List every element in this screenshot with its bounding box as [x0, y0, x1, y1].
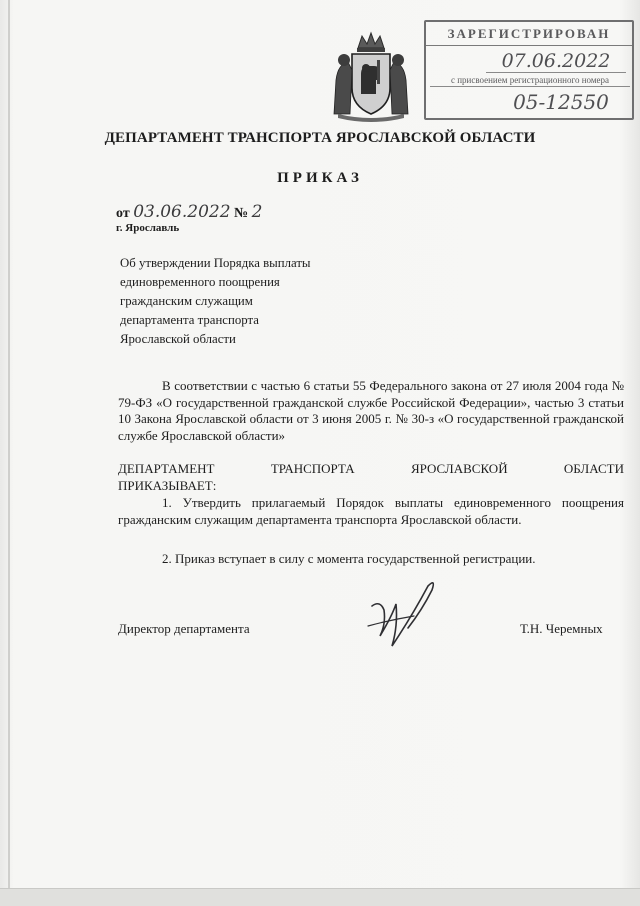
document-type-title: ПРИКАЗ — [277, 170, 363, 186]
number-label: № — [234, 206, 249, 221]
order-subject — [120, 254, 380, 349]
order-item-1: 1. Утвердить прилагаемый Порядок выплаты единовременного поощрения гражданским служащим департамента транспорта Ярославской области. — [118, 495, 624, 527]
decree-word: ТРАНСПОРТА — [270, 461, 355, 476]
subject-line: Ярославской области — [120, 332, 236, 346]
order-number: 2 — [251, 202, 263, 222]
coat-of-arms-icon — [330, 30, 412, 122]
decree-verb: ПРИКАЗЫВАЕТ: — [118, 478, 217, 493]
subject-line: гражданским служащим — [120, 294, 253, 308]
order-date-line — [116, 202, 262, 222]
subject-line: департамента транспорта — [120, 313, 259, 327]
order-item-2: 2. Приказ вступает в силу с момента государственной регистрации. — [162, 551, 536, 566]
signatory-position: Директор департамента — [118, 621, 250, 636]
decree-word: ОБЛАСТИ — [563, 461, 624, 476]
registration-stamp — [424, 20, 634, 120]
decree-line — [118, 461, 624, 477]
preamble-paragraph: В соответствии с частью 6 статьи 55 Федерального закона от 27 июля 2004 года № 79-ФЗ «О государственной гражданской службе Российской Федерации», частью 3 статьи 10 Закона Ярославской области от 3 июня 2005 г. № 30-з «О государственной гражданской службе Ярославской области» — [118, 378, 624, 443]
scan-bottom-edge — [0, 888, 640, 906]
signatory-name: Т.Н. Черемных — [520, 621, 603, 636]
stamp-registration-number: 05-12550 — [513, 90, 609, 114]
subject-line: единовременного поощрения — [120, 275, 280, 289]
stamp-date: 07.06.2022 — [486, 50, 626, 73]
city-label: г. Ярославль — [116, 222, 180, 234]
handwritten-signature — [362, 576, 448, 656]
department-heading: ДЕПАРТАМЕНТ ТРАНСПОРТА ЯРОСЛАВСКОЙ ОБЛАСТИ — [104, 130, 536, 146]
decree-word: ДЕПАРТАМЕНТ — [118, 461, 215, 476]
from-label: от — [116, 206, 130, 221]
order-date: 03.06.2022 — [133, 202, 231, 222]
decree-word: ЯРОСЛАВСКОЙ — [410, 461, 508, 476]
subject-line: Об утверждении Порядка выплаты — [120, 256, 311, 270]
stamp-title: ЗАРЕГИСТРИРОВАН — [426, 26, 632, 46]
stamp-caption: с присвоением регистрационного номера — [430, 75, 630, 87]
